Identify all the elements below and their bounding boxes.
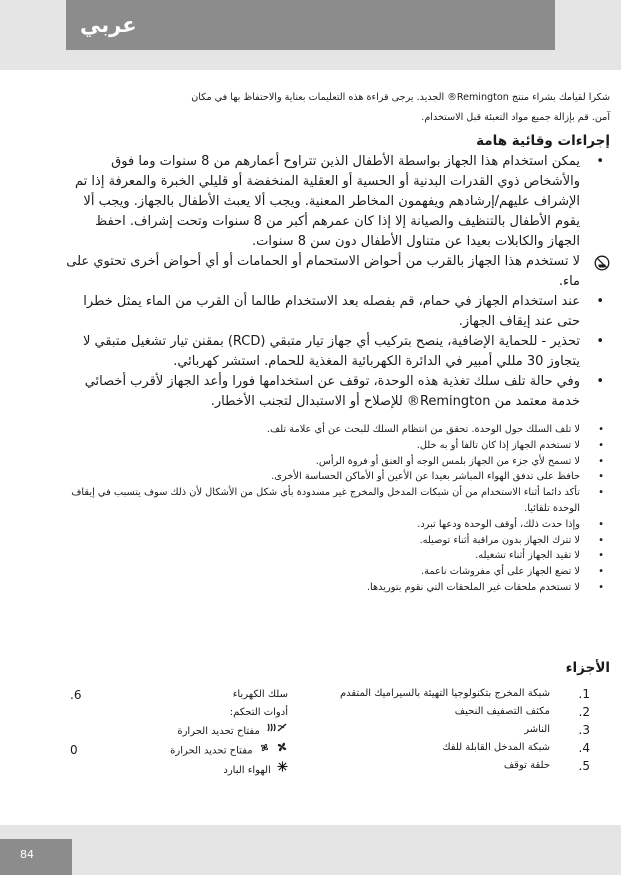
safety-item: • عند استخدام الجهاز في حمام، قم بفصله بعد الاستخدام طالما أن القرب من الماء يمثل خطرا حتى عند إيقاف الجهاز. xyxy=(83,294,604,329)
part-item-cord: 6. سلك الكهرباء xyxy=(70,688,288,702)
small-safety-item: • تأكد دائما أثناء الاستخدام من أن شبكات المدخل والمخرج غير مسدودة بأي شكل من الأشكال لأن ذلك سوف يتسبب في إيقاف الوحدة تلقائيا. xyxy=(71,487,604,514)
fan-low-icon xyxy=(259,742,270,760)
parts-list-right xyxy=(318,686,590,776)
parts-list-left xyxy=(70,686,288,780)
small-safety-item: • لا تسمح لأي جزء من الجهاز بلمس الوجه أو العنق أو فروة الرأس. xyxy=(62,454,610,470)
bullet-icon: • xyxy=(598,487,604,499)
fan-high-icon xyxy=(276,741,288,760)
small-safety-item: • لا تقيد الجهاز أثناء تشغيله. xyxy=(62,548,610,564)
part-item-fan-switch: 0 مفتاح تحديد الحرارة xyxy=(70,741,288,761)
heat-levels-icon xyxy=(266,722,288,740)
bullet-icon: • xyxy=(598,471,604,483)
bullet-icon: • xyxy=(596,374,604,389)
part-item: 1. شبكة المخرج بتكنولوجيا التهيئة بالسيراميك المتقدم xyxy=(339,687,590,701)
safety-item: • يمكن استخدام هذا الجهاز بواسطة الأطفال الذين تتراوح أعمارهم من 8 سنوات وما فوق والأشخاص ذوي القدرات البدنية أو الحسية أو العقلية المنخفضة أو قليلي الخبرة والمعرفة إذا تم الإشراف عليهم/إرشادهم ويفهمون المخاطر المعنية. ويجب ألا يعبث الأطفال بالجهاز. ويجب ألا يقوم الأطفال بالتنظيف والصيانة إلا إذا كان عمرهم أكبر من 8 سنوات وتحت إشراف. احفظ الجهاز والكابلات بعيدا عن متناول الأطفال دون سن 8 سنوات. xyxy=(75,154,604,249)
intro-paragraph xyxy=(62,88,610,128)
bullet-icon: • xyxy=(598,534,604,546)
snowflake-icon xyxy=(277,761,288,779)
small-safety-item: • لا تترك الجهاز بدون مراقبة أثناء توصيله. xyxy=(62,533,610,549)
bullet-icon: • xyxy=(596,334,604,349)
parts-heading: الأجزاء xyxy=(565,660,610,676)
safety-item: • وفي حالة تلف سلك تغذية هذه الوحدة، توقف عن استخدامها فورا وأعد الجهاز لأقرب أخصائي خدمة معتمد من Remington® للإصلاح أو الاستبدال لتجنب الأخطار. xyxy=(84,374,604,409)
page-number-box xyxy=(0,839,72,875)
controls-label: أدوات التحكم: xyxy=(229,707,288,718)
part-item: 5. حلقة توقف xyxy=(503,759,590,773)
page-number: 84 xyxy=(20,848,34,861)
bullet-icon: • xyxy=(598,550,604,562)
bullet-icon: • xyxy=(596,154,604,169)
safety-heading: إجراءات وقائية هامة xyxy=(476,133,610,149)
small-safety-item: • وإذا حدث ذلك، أوقف الوحدة ودعها تبرد. xyxy=(62,517,610,533)
small-safety-item: • لا تستخدم ملحقات غير الملحقات التي نقوم بتوريدها. xyxy=(62,580,610,596)
small-safety-item: • لا تستخدم الجهاز إذا كان تالفا أو به خلل. xyxy=(62,438,610,454)
bullet-icon: • xyxy=(596,294,604,309)
small-safety-item: • حافظ على تدفق الهواء المباشر بعيدا عن الأعين أو الأماكن الحساسة الأخرى. xyxy=(62,469,610,485)
intro-line-2: آمن. قم بإزالة جميع مواد التعبئة قبل الاستخدام. xyxy=(421,112,610,123)
bullet-icon: • xyxy=(598,581,604,593)
safety-list xyxy=(62,152,610,412)
footer-band xyxy=(0,825,621,875)
bullet-icon: • xyxy=(598,455,604,467)
part-item: 4. شبكة المدخل القابلة للفك xyxy=(442,741,590,755)
prohibited-bath-icon xyxy=(594,255,610,271)
bullet-icon: • xyxy=(598,518,604,530)
safety-small-list xyxy=(62,422,610,596)
safety-item: • تحذير - للحماية الإضافية، ينصح بتركيب أي جهاز تيار متبقي (RCD) بمقنن تيار تشغيل متبقي لا يتجاوز 30 مللي أمبير في الدائرة الكهربائية المغذية للحمام. استشر كهربائي. xyxy=(82,334,604,369)
safety-item: لا تستخدم هذا الجهاز بالقرب من أحواض الاستحمام أو الحمامات أو أي أحواض أخرى تحتوي على ماء. xyxy=(62,252,610,292)
bullet-icon: • xyxy=(598,566,604,578)
part-item-cool-shot: الهواء البارد xyxy=(70,761,288,780)
bullet-icon: • xyxy=(598,439,604,451)
bullet-icon: • xyxy=(598,424,604,435)
intro-line-1: شكرا لقيامك بشراء منتج Remington® الجديد. يرجى قراءة هذه التعليمات بعناية والاحتفاظ بها في مكان xyxy=(191,92,610,103)
small-safety-item: • لا تضع الجهاز على أي مفروشات ناعمة. xyxy=(62,564,610,580)
small-safety-item: • لا تلف السلك حول الوحدة. تحقق من انتظام السلك للبحث عن أي علامة تلف. xyxy=(62,422,610,438)
part-item: 3. الناشر xyxy=(524,723,590,737)
language-title-box xyxy=(66,0,555,50)
page-title: عربي xyxy=(80,13,137,37)
part-item: 2. مكثف التصفيف النحيف xyxy=(454,705,590,719)
part-item-heat-switch: مفتاح تحديد الحرارة xyxy=(70,722,288,741)
